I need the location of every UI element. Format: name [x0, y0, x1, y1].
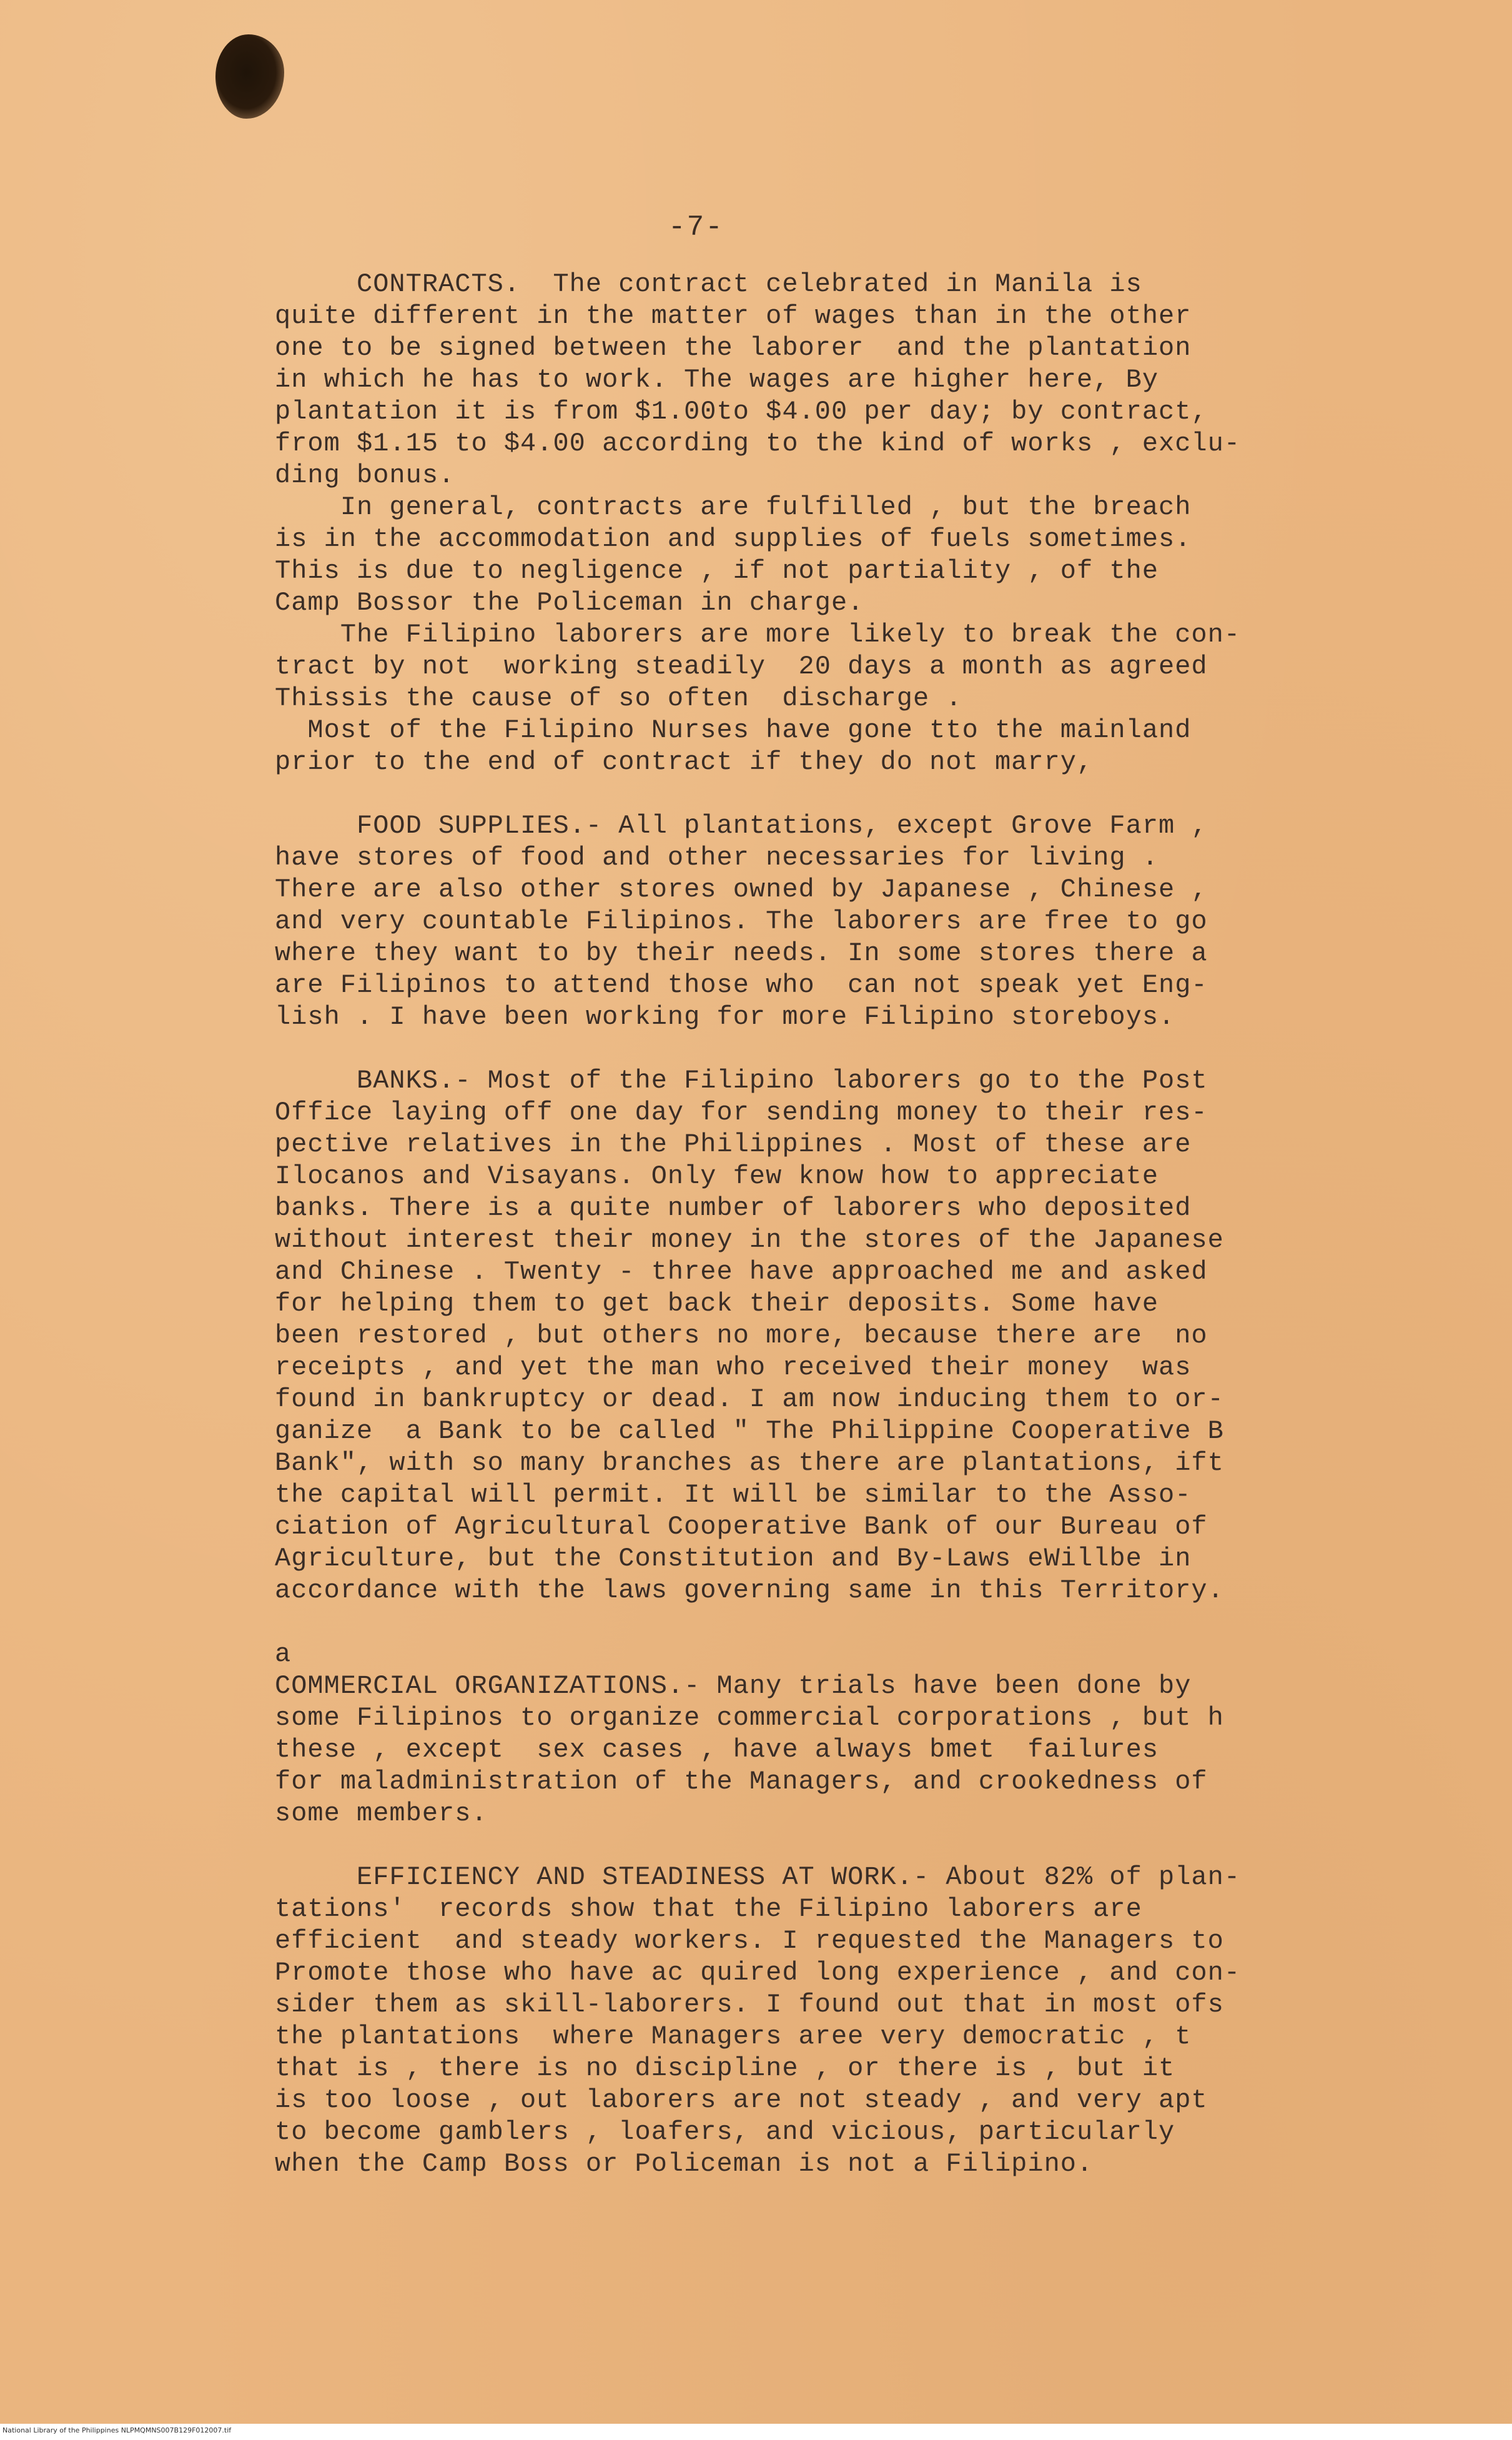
text-line: FOOD SUPPLIES.- All plantations, except Grove Farm , — [275, 811, 1208, 841]
text-line: This is due to negligence , if not partiality , of the — [275, 556, 1159, 586]
text-line: have stores of food and other necessaries for living . — [275, 843, 1159, 873]
text-line: that is , there is no discipline , or there is , but it — [275, 2053, 1175, 2083]
text-line: a — [275, 1639, 292, 1669]
text-line: ganize a Bank to be called " The Philippine Cooperative B — [275, 1416, 1224, 1446]
text-line: ding bonus. — [275, 460, 455, 490]
text-line: EFFICIENCY AND STEADINESS AT WORK.- About 82% of plan- — [275, 1862, 1241, 1892]
text-line: tations' records show that the Filipino laborers are — [275, 1894, 1142, 1924]
document-body — [275, 269, 1399, 2212]
text-line: accordance with the laws governing same in this Territory. — [275, 1575, 1224, 1605]
text-line: these , except sex cases , have always bmet failures — [275, 1735, 1159, 1765]
text-line: for helping them to get back their deposits. Some have — [275, 1289, 1159, 1319]
text-line: are Filipinos to attend those who can not speak yet Eng- — [275, 970, 1208, 1000]
text-line: found in bankruptcy or dead. I am now inducing them to or- — [275, 1384, 1224, 1414]
text-line: prior to the end of contract if they do not marry, — [275, 747, 1094, 777]
text-line: sider them as skill-laborers. I found out that in most ofs — [275, 1990, 1224, 2020]
ink-stain — [215, 34, 284, 119]
page-number: -7- — [668, 211, 724, 244]
text-line: Thissis the cause of so often discharge . — [275, 683, 962, 713]
text-line: is in the accommodation and supplies of fuels sometimes. — [275, 524, 1192, 554]
text-line: in which he has to work. The wages are higher here, By — [275, 365, 1159, 395]
section-efficiency — [275, 1862, 1399, 2180]
text-line: been restored , but others no more, because there are no — [275, 1321, 1208, 1351]
text-line: efficient and steady workers. I requested the Managers to — [275, 1926, 1224, 1956]
text-line: BANKS.- Most of the Filipino laborers go to the Post — [275, 1066, 1208, 1096]
text-line: is too loose , out laborers are not steady , and very apt — [275, 2085, 1208, 2115]
text-line: and Chinese . Twenty - three have approached me and asked — [275, 1257, 1208, 1287]
text-line: plantation it is from $1.00to $4.00 per day; by contract, — [275, 397, 1208, 427]
section-commercial-organizations — [275, 1639, 1399, 1830]
text-line: quite different in the matter of wages than in the other — [275, 301, 1192, 331]
text-line: Camp Bossor the Policeman in charge. — [275, 588, 864, 618]
text-line: when the Camp Boss or Policeman is not a Filipino. — [275, 2149, 1094, 2179]
text-line: COMMERCIAL ORGANIZATIONS.- Many trials have been done by — [275, 1671, 1192, 1701]
text-line: Office laying off one day for sending money to their res- — [275, 1098, 1208, 1128]
text-line: the plantations where Managers aree very democratic , t — [275, 2021, 1192, 2051]
text-line: Most of the Filipino Nurses have gone tto the mainland — [275, 715, 1192, 745]
text-line: The Filipino laborers are more likely to break the con- — [275, 620, 1241, 650]
text-line: the capital will permit. It will be similar to the Asso- — [275, 1480, 1192, 1510]
section-contracts — [275, 269, 1399, 778]
text-line: Promote those who have ac quired long experience , and con- — [275, 1958, 1241, 1988]
text-line: ciation of Agricultural Cooperative Bank of our Bureau of — [275, 1512, 1208, 1542]
text-line: Bank", with so many branches as there are plantations, ift — [275, 1448, 1224, 1478]
text-line: some Filipinos to organize commercial corporations , but h — [275, 1703, 1224, 1733]
text-line: where they want to by their needs. In some stores there a — [275, 938, 1208, 968]
text-line: In general, contracts are fulfilled , but the breach — [275, 492, 1192, 522]
text-line: Ilocanos and Visayans. Only few know how to appreciate — [275, 1161, 1159, 1191]
text-line: receipts , and yet the man who received their money was — [275, 1352, 1192, 1382]
text-line: without interest their money in the stores of the Japanese — [275, 1225, 1224, 1255]
text-line: some members. — [275, 1798, 488, 1828]
text-line: Agriculture, but the Constitution and By-Laws eWillbe in — [275, 1544, 1192, 1574]
text-line: lish . I have been working for more Filipino storeboys. — [275, 1002, 1175, 1032]
archive-footer-label: National Library of the Philippines NLPMQMNS007B129F012007.tif — [2, 2426, 232, 2434]
section-food-supplies — [275, 810, 1399, 1033]
section-banks — [275, 1065, 1399, 1607]
text-line: pective relatives in the Philippines . Most of these are — [275, 1129, 1192, 1159]
text-line: for maladministration of the Managers, and crookedness of — [275, 1767, 1208, 1797]
text-line: from $1.15 to $4.00 according to the kind of works , exclu- — [275, 429, 1241, 459]
text-line: There are also other stores owned by Japanese , Chinese , — [275, 875, 1208, 905]
text-line: and very countable Filipinos. The laborers are free to go — [275, 906, 1208, 936]
text-line: banks. There is a quite number of laborers who deposited — [275, 1193, 1192, 1223]
text-line: CONTRACTS. The contract celebrated in Manila is — [275, 269, 1142, 299]
text-line: to become gamblers , loafers, and vicious, particularly — [275, 2117, 1175, 2147]
text-line: tract by not working steadily 20 days a month as agreed — [275, 652, 1208, 682]
text-line: one to be signed between the laborer and the plantation — [275, 333, 1192, 363]
